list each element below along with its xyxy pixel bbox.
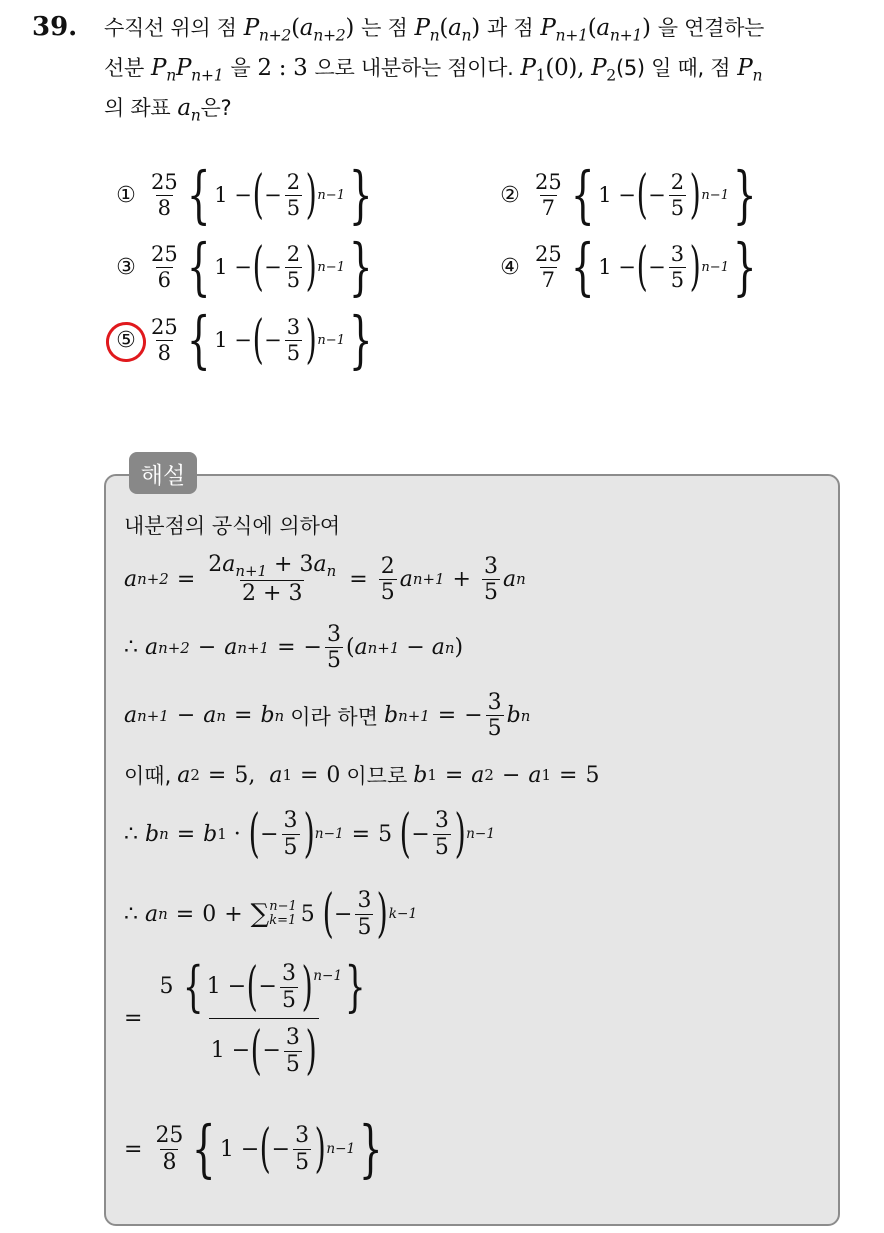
solution-eq-6: ∴ a n = 0 + ∑ n−1 k=1 5 ( − $\frac{3}{5}$ ) k−1 (124, 884, 418, 944)
choice-mark: ⑤ (106, 328, 146, 353)
solution-intro: 내분점의 공식에 의하여 (124, 514, 341, 538)
solution-eq-4: 이때, a 2 = 5, a 1 = 0 이므로 b 1 = a 2 − a 1 = 5 (124, 762, 600, 788)
choice-mark: ② (500, 182, 520, 208)
choice-mark: ① (116, 182, 136, 208)
choice-mark: ③ (116, 254, 136, 280)
solution-eq-2: ∴ a n+2 − a n+1 = − $\frac{3}{5}$ ( a n+1 − a n ) (124, 622, 464, 674)
choice-4[interactable]: ④ $\frac{25}{7}$ { 1 − ( − $\frac{3}{5}$ ) n−1 } (490, 232, 760, 302)
choice-mark: ④ (500, 254, 520, 280)
choice-5[interactable]: ⑤ $\frac{25}{8}$ { 1 − ( − $\frac{3}{5}$ ) n−1 } (106, 305, 376, 375)
question-line-1: 수직선 위의 점 $P_{n+2}(a_{n+2})$ 는 점 $P_n(a_n)$ 과 점 $P_{n+1}(a_{n+1})$ 을 연결하는 (104, 15, 765, 45)
question-number: 39. (32, 12, 78, 42)
question-line-3: 의 좌표 $a_n$은? (104, 95, 232, 125)
solution-eq-7: = 5 { 1 −(− $\frac{3}{5}$ )$^{n-1}$} 1 −(− $\frac{3}{5}$ ) (124, 955, 366, 1081)
solution-eq-5: ∴ b n = b 1 · ( − $\frac{3}{5}$ ) n−1 = 5 ( − $\frac{3}{5}$ ) n−1 (124, 804, 496, 864)
solution-eq-3: a n+1 − a n = b n 이라 하면 b n+1 = − $\frac{3}{5}$ b n (124, 690, 531, 742)
solution-eq-8: = $\frac{25}{8}$ { 1 − ( − $\frac{3}{5}$ ) n−1 } (124, 1112, 383, 1185)
choice-1[interactable]: ① $\frac{25}{8}$ { 1 − ( − $\frac{2}{5}$ ) n−1 } (106, 160, 376, 230)
solution-eq-1: a n+2 = $\frac{2a_{n+1} + 3a_n}{2 + 3}$ = $\frac{2}{5}$ a n+1 + $\frac{3}{5}$ a n (124, 552, 526, 607)
choice-2[interactable]: ② $\frac{25}{7}$ { 1 − ( − $\frac{2}{5}$ ) n−1 } (490, 160, 760, 230)
choice-3[interactable]: ③ $\frac{25}{6}$ { 1 − ( − $\frac{2}{5}$ ) n−1 } (106, 232, 376, 302)
question-line-2: 선분 $P_nP_{n+1}$ 을 2 : 3 으로 내분하는 점이다. $P_1(0)$, $P_2(5)$ 일 때, 점 $P_n$ (104, 55, 763, 85)
solution-tab: 해설 (129, 452, 197, 494)
